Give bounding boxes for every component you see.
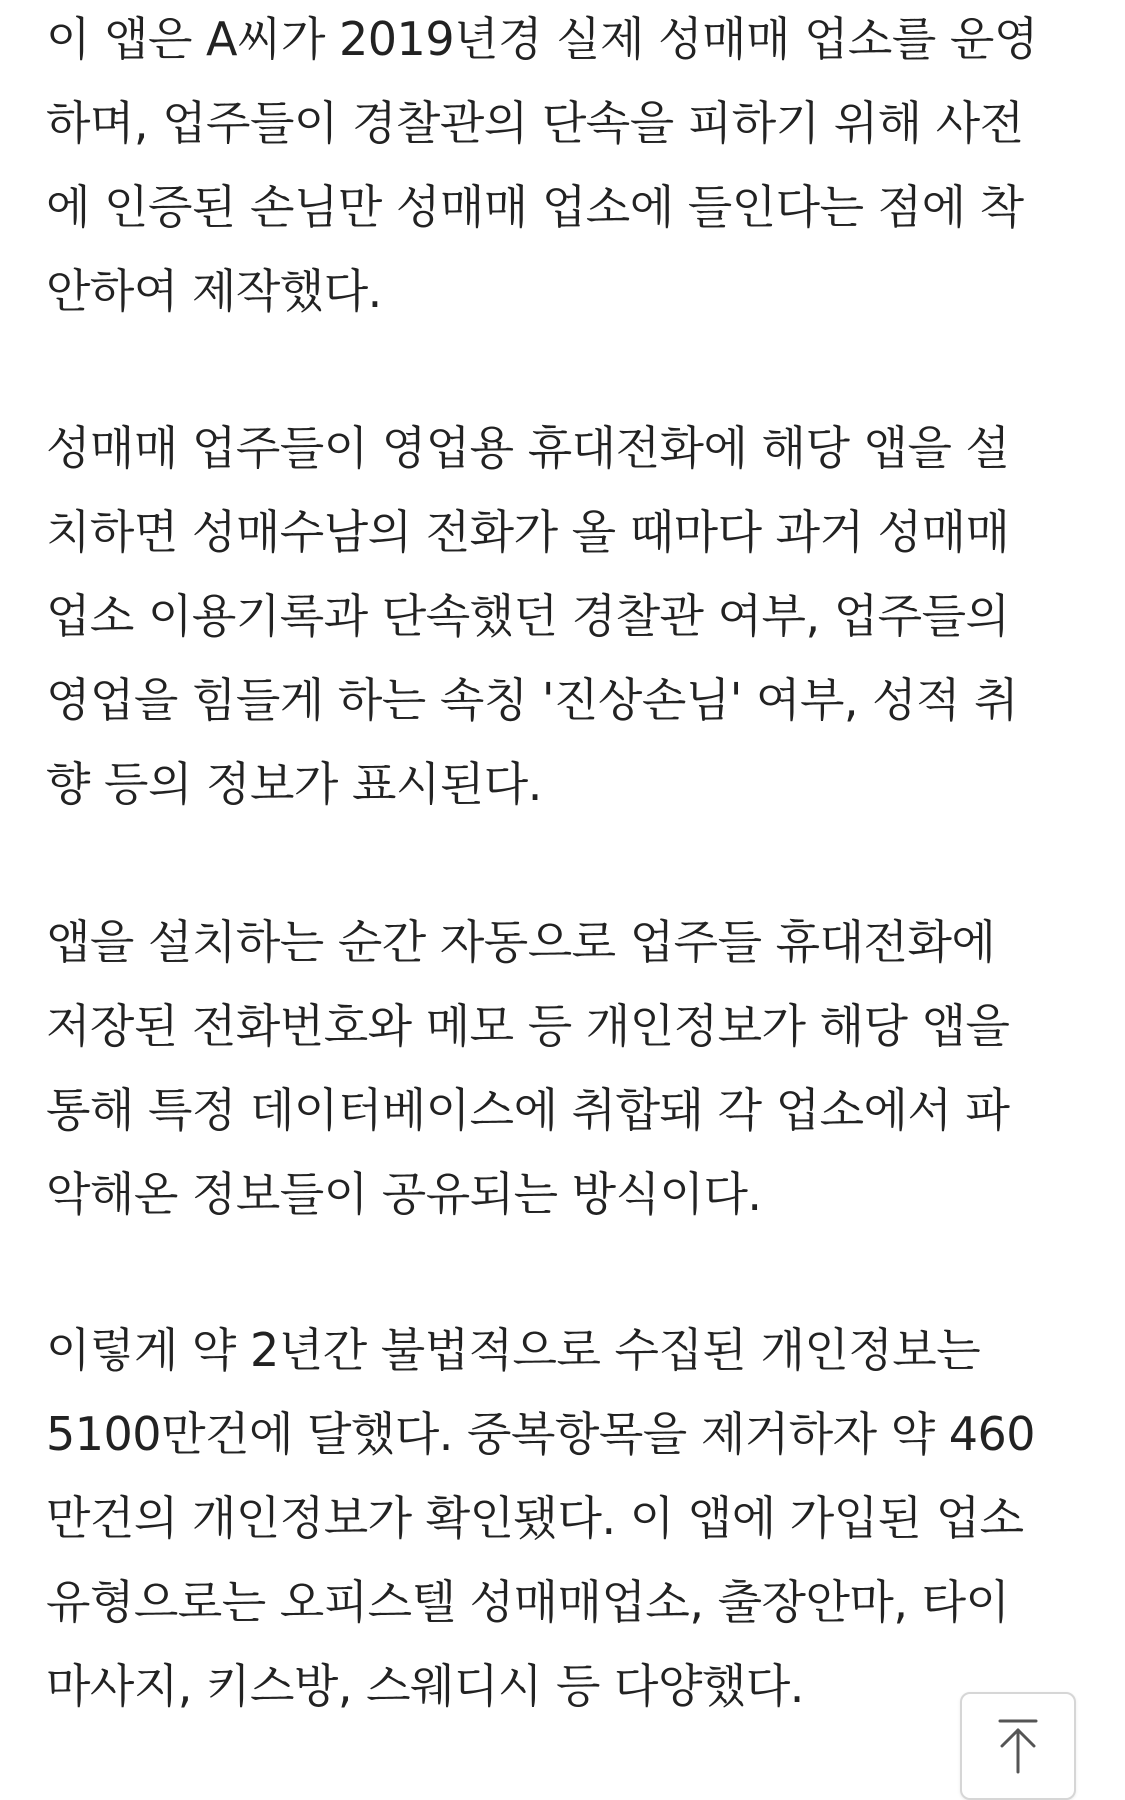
text-line: 5100만건에 달했다. 중복항목을 제거하자 약 460 [46, 1407, 1036, 1461]
text-line: 이렇게 약 2년간 불법적으로 수집된 개인정보는 [46, 1323, 981, 1377]
text-line: 향 등의 정보가 표시된다. [46, 757, 542, 811]
text-line: 마사지, 키스방, 스웨디시 등 다양했다. [46, 1659, 804, 1713]
text-line: 이 앱은 A씨가 2019년경 실제 성매매 업소를 운영 [46, 12, 1038, 66]
text-line: 만건의 개인정보가 확인됐다. 이 앱에 가입된 업소 [46, 1491, 1024, 1545]
text-line: 업소 이용기록과 단속했던 경찰관 여부, 업주들의 [46, 589, 1010, 643]
paragraph-3 [46, 900, 1009, 1236]
text-line: 앱을 설치하는 순간 자동으로 업주들 휴대전화에 [46, 915, 996, 969]
text-line: 통해 특정 데이터베이스에 취합돼 각 업소에서 파 [46, 1083, 1010, 1137]
text-line: 치하면 성매수남의 전화가 올 때마다 과거 성매매 [46, 505, 1010, 559]
paragraph-2 [46, 406, 1018, 826]
text-line: 악해온 정보들이 공유되는 방식이다. [46, 1167, 762, 1221]
paragraph-1 [46, 0, 1038, 333]
paragraph-4 [46, 1308, 1035, 1728]
text-line: 성매매 업주들이 영업용 휴대전화에 해당 앱을 설 [46, 421, 1010, 475]
scroll-to-top-button[interactable] [960, 1692, 1076, 1800]
text-line: 안하여 제작했다. [46, 264, 382, 318]
text-line: 에 인증된 손님만 성매매 업소에 들인다는 점에 착 [46, 180, 1024, 234]
text-line: 하며, 업주들이 경찰관의 단속을 피하기 위해 사전 [46, 96, 1024, 150]
text-line: 영업을 힘들게 하는 속칭 '진상손님' 여부, 성적 취 [46, 673, 1019, 727]
text-line: 유형으로는 오피스텔 성매매업소, 출장안마, 타이 [46, 1575, 1010, 1629]
text-line: 저장된 전화번호와 메모 등 개인정보가 해당 앱을 [46, 999, 1010, 1053]
arrow-up-icon [996, 1718, 1040, 1774]
